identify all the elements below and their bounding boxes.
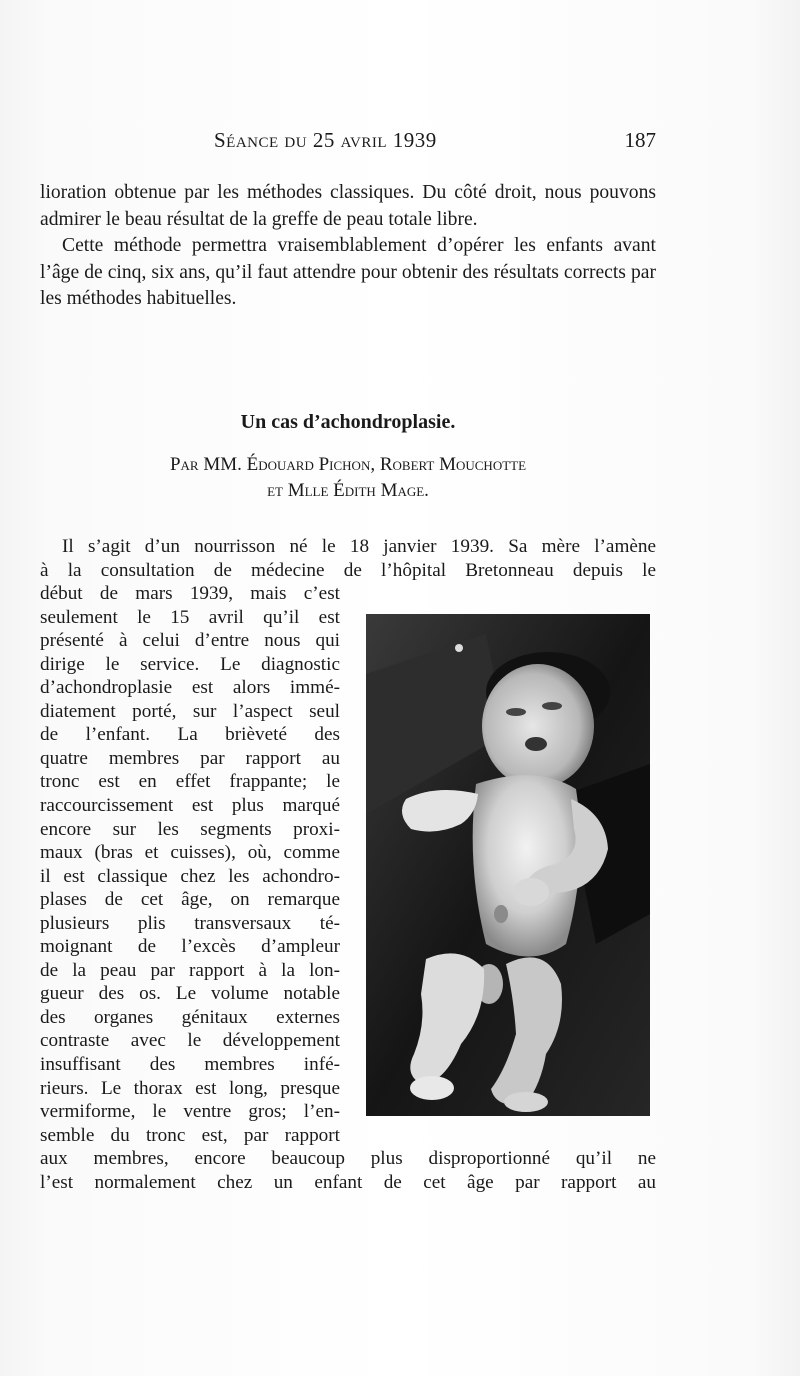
body-line: tronc est en effet frappante; le [40, 771, 340, 793]
body-line: diatement porté, sur l’aspect seul [40, 700, 340, 722]
body-line: contraste avec le développement [40, 1030, 340, 1052]
running-header [214, 128, 656, 158]
body-line: dirige le service. Le diagnostic [40, 653, 340, 675]
body-line: Il s’agit d’un nourrisson né le 18 janvier 1939. Sa mère l’amène [62, 536, 656, 557]
section-title: Un cas d’achondroplasie. [240, 411, 456, 433]
body-line: vermiforme, le ventre gros; l’en- [40, 1101, 340, 1123]
header-title-prefix: Séance du [214, 128, 308, 152]
body-line: moignant de l’excès d’ampleur [40, 936, 340, 958]
body-line: plusieurs plis transversaux té- [40, 912, 340, 934]
running-header-title [214, 128, 437, 153]
authors-line-2: et Mlle Édith Mage. [267, 480, 429, 501]
header-title-year: 1939 [392, 128, 437, 152]
body-line: des organes génitaux externes [40, 1006, 340, 1028]
body-line: présenté à celui d’entre nous qui [40, 630, 340, 652]
body-line: quatre membres par rapport au [40, 747, 340, 769]
intro-paragraph-2: Cette méthode permettra vraisemblablement d’opérer les enfants avant l’âge de cinq, six ans, qu’il faut attendre pour obtenir des résultats corrects par les méthodes habituelles. [40, 235, 656, 309]
body-line: de la peau par rapport à la lon- [40, 959, 340, 981]
page-number: 187 [624, 128, 656, 152]
body-line: d’achondroplasie est alors immé- [40, 677, 340, 699]
body-line: à la consultation de médecine de l’hôpital Bretonneau depuis le [40, 559, 656, 581]
infant-photograph [366, 614, 650, 1116]
body-line: insuffisant des membres infé- [40, 1054, 340, 1076]
authors-line-1: Par MM. Édouard Pichon, Robert Mouchotte [169, 454, 527, 475]
body-line: gueur des os. Le volume notable [40, 983, 340, 1005]
body-line: l’est normalement chez un enfant de cet âge par rapport au [40, 1171, 656, 1193]
body-line: aux membres, encore beaucoup plus disproportionné qu’il ne [40, 1148, 656, 1170]
body-line: maux (bras et cuisses), où, comme [40, 842, 340, 864]
header-title-month: avril [340, 128, 387, 152]
body-line: de l’enfant. La brièveté des [40, 724, 340, 746]
body-line: encore sur les segments proxi- [40, 818, 340, 840]
body-line: rieurs. Le thorax est long, presque [40, 1077, 340, 1099]
body-line: plases de cet âge, on remarque [40, 889, 340, 911]
intro-paragraph-1: lioration obtenue par les méthodes classiques. Du côté droit, nous pouvons admirer le beau résultat de la greffe de peau totale libre. [40, 182, 656, 230]
body-line: semble du tronc est, par rapport [40, 1124, 340, 1146]
body-line: raccourcissement est plus marqué [40, 795, 340, 817]
body-line: il est classique chez les achondro- [40, 865, 340, 887]
section-authors [40, 452, 656, 504]
intro-text [40, 180, 656, 313]
header-title-day: 25 [312, 128, 335, 152]
body-line: début de mars 1939, mais c’est [40, 583, 340, 605]
body-line: seulement le 15 avril qu’il est [40, 606, 340, 628]
